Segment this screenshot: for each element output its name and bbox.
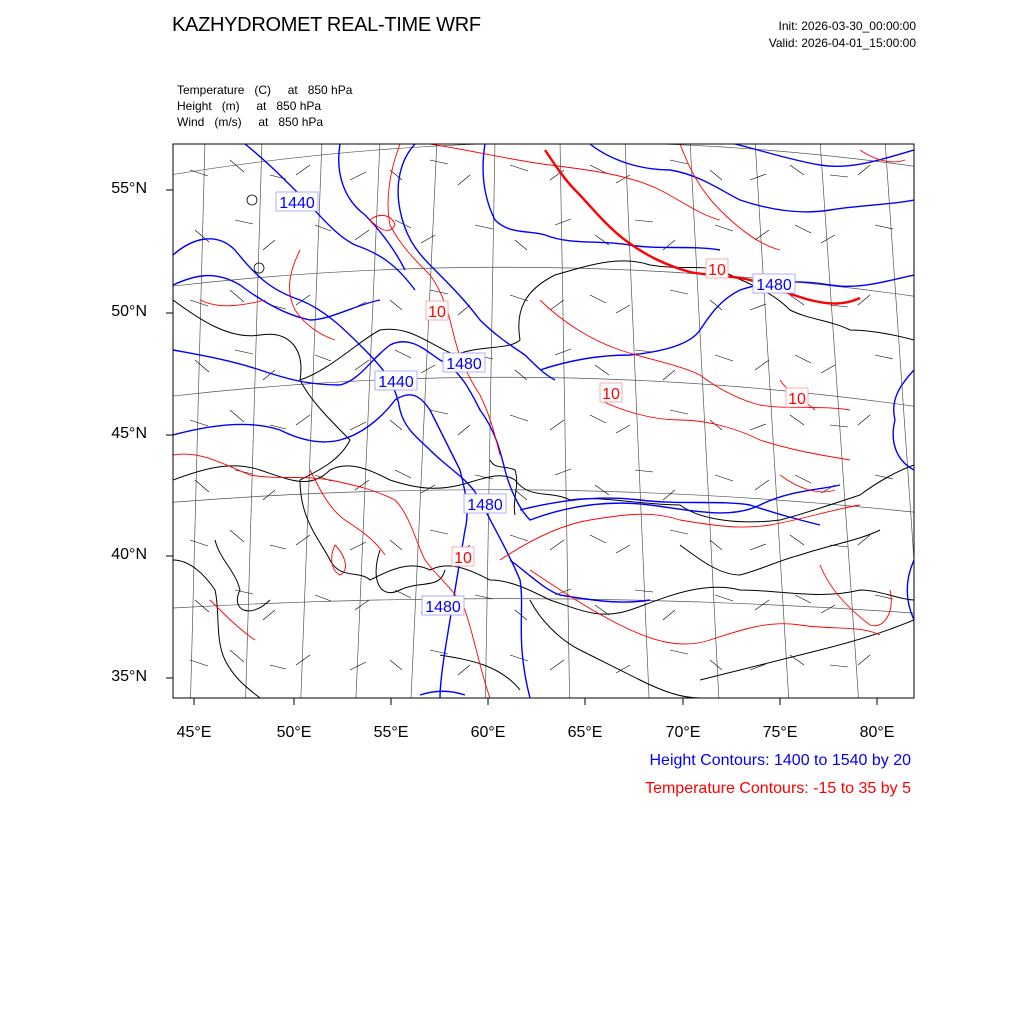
height-label: 1480 [467,497,503,514]
lat-label-45: 45°N [111,425,147,442]
lon-label-60: 60°E [470,724,506,741]
height-label: 1480 [446,356,482,373]
init-time: Init: 2026-03-30_00:00:00 [778,19,916,33]
height-contour-legend: Height Contours: 1400 to 1540 by 20 [649,752,911,769]
temperature-label: 10 [708,262,726,279]
height-label: 1480 [425,599,461,616]
height-label: 1440 [378,374,414,391]
temperature-label: 10 [428,304,446,321]
lon-label-80: 80°E [859,724,895,741]
field-wind: Wind (m/s) at 850 hPa [177,115,324,129]
field-height: Height (m) at 850 hPa [177,99,322,113]
lat-label-35: 35°N [111,668,147,685]
field-temperature: Temperature (C) at 850 hPa [177,83,353,97]
lat-label-55: 55°N [111,180,147,197]
height-label: 1480 [756,277,792,294]
temperature-label: 10 [788,391,806,408]
lon-label-45: 45°E [176,724,212,741]
lat-label-40: 40°N [111,546,147,563]
plot-area [173,144,914,698]
height-label: 1440 [279,195,315,212]
lon-label-55: 55°E [373,724,409,741]
valid-time: Valid: 2026-04-01_15:00:00 [768,36,916,50]
temperature-contour-legend: Temperature Contours: -15 to 35 by 5 [645,780,911,797]
lon-label-70: 70°E [665,724,701,741]
lon-label-50: 50°E [276,724,312,741]
lat-label-50: 50°N [111,303,147,320]
lon-label-65: 65°E [567,724,603,741]
lon-label-75: 75°E [762,724,798,741]
map-title: KAZHYDROMET REAL-TIME WRF [172,14,481,36]
temperature-label: 10 [602,386,620,403]
temperature-label: 10 [454,550,472,567]
